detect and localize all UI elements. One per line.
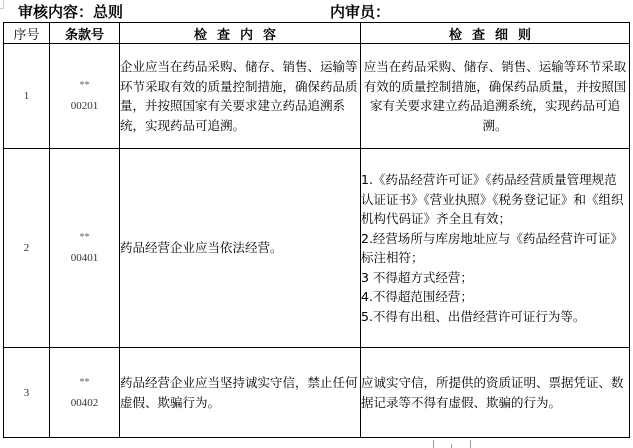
table-row [4, 44, 630, 149]
detail-line: 4.不得超范围经营； [361, 289, 473, 304]
clause-code-cell [50, 348, 120, 438]
column-header-clause: 条款号 [50, 23, 120, 44]
row-number: 3 [4, 348, 50, 438]
clause-code-cell [50, 149, 120, 348]
detail-line: 3 不得超方式经营； [361, 269, 473, 285]
auditor-label: 内审员： [330, 3, 391, 21]
column-header-detail: 检查细则 [361, 23, 630, 44]
detail-line: 2.经营场所与库房地址应与《药品经营许可证》标注相符； [361, 230, 623, 265]
check-content: 药品经营企业应当坚持诚实守信，禁止任何虚假、欺骗行为。 [120, 348, 361, 438]
key-item-stars: ** [79, 232, 90, 243]
check-detail: 应诚实守信，所提供的资质证明、票据凭证、数据记录等不得有虚假、欺骗的行为。 [361, 348, 630, 438]
table-header-row [4, 23, 630, 44]
clause-code: 00402 [70, 396, 99, 409]
audit-content-title: 审核内容：总则 [18, 3, 124, 21]
column-header-no: 序号 [4, 23, 50, 44]
cell-corner-mark [0, 0, 4, 9]
key-item-stars: ** [79, 80, 90, 91]
check-content: 企业应当在药品采购、储存、销售、运输等环节采取有效的质量控制措施，确保药品质量，并按照国家有关要求建立药品追溯系统，实现药品可追溯。 [120, 44, 361, 149]
detail-line: 5.不得有出租、出借经营许可证行为等。 [361, 308, 586, 324]
column-header-content: 检查内容 [120, 23, 361, 44]
sheet-scroll-stub [433, 440, 471, 448]
detail-line: 1.《药品经营许可证》《药品经营质量管理规范认证证书》《营业执照》《税务登记证》和《组织机构代码证》齐全且有效； [361, 172, 624, 226]
clause-code-cell [50, 44, 120, 149]
row-number: 1 [4, 44, 50, 149]
table-row [4, 348, 630, 438]
check-detail [361, 149, 630, 348]
key-item-stars: ** [79, 376, 90, 388]
table-row [4, 149, 630, 348]
audit-checklist-table [3, 22, 630, 438]
row-number: 2 [4, 149, 50, 348]
check-detail: 应当在药品采购、储存、销售、运输等环节采取有效的质量控制措施，确保药品质量，并按照国家有关要求建立药品追溯系统，实现药品可追溯。 [361, 44, 630, 149]
check-content: 药品经营企业应当依法经营。 [120, 149, 361, 348]
clause-code: 00201 [70, 100, 99, 112]
clause-code: 00401 [70, 252, 99, 264]
